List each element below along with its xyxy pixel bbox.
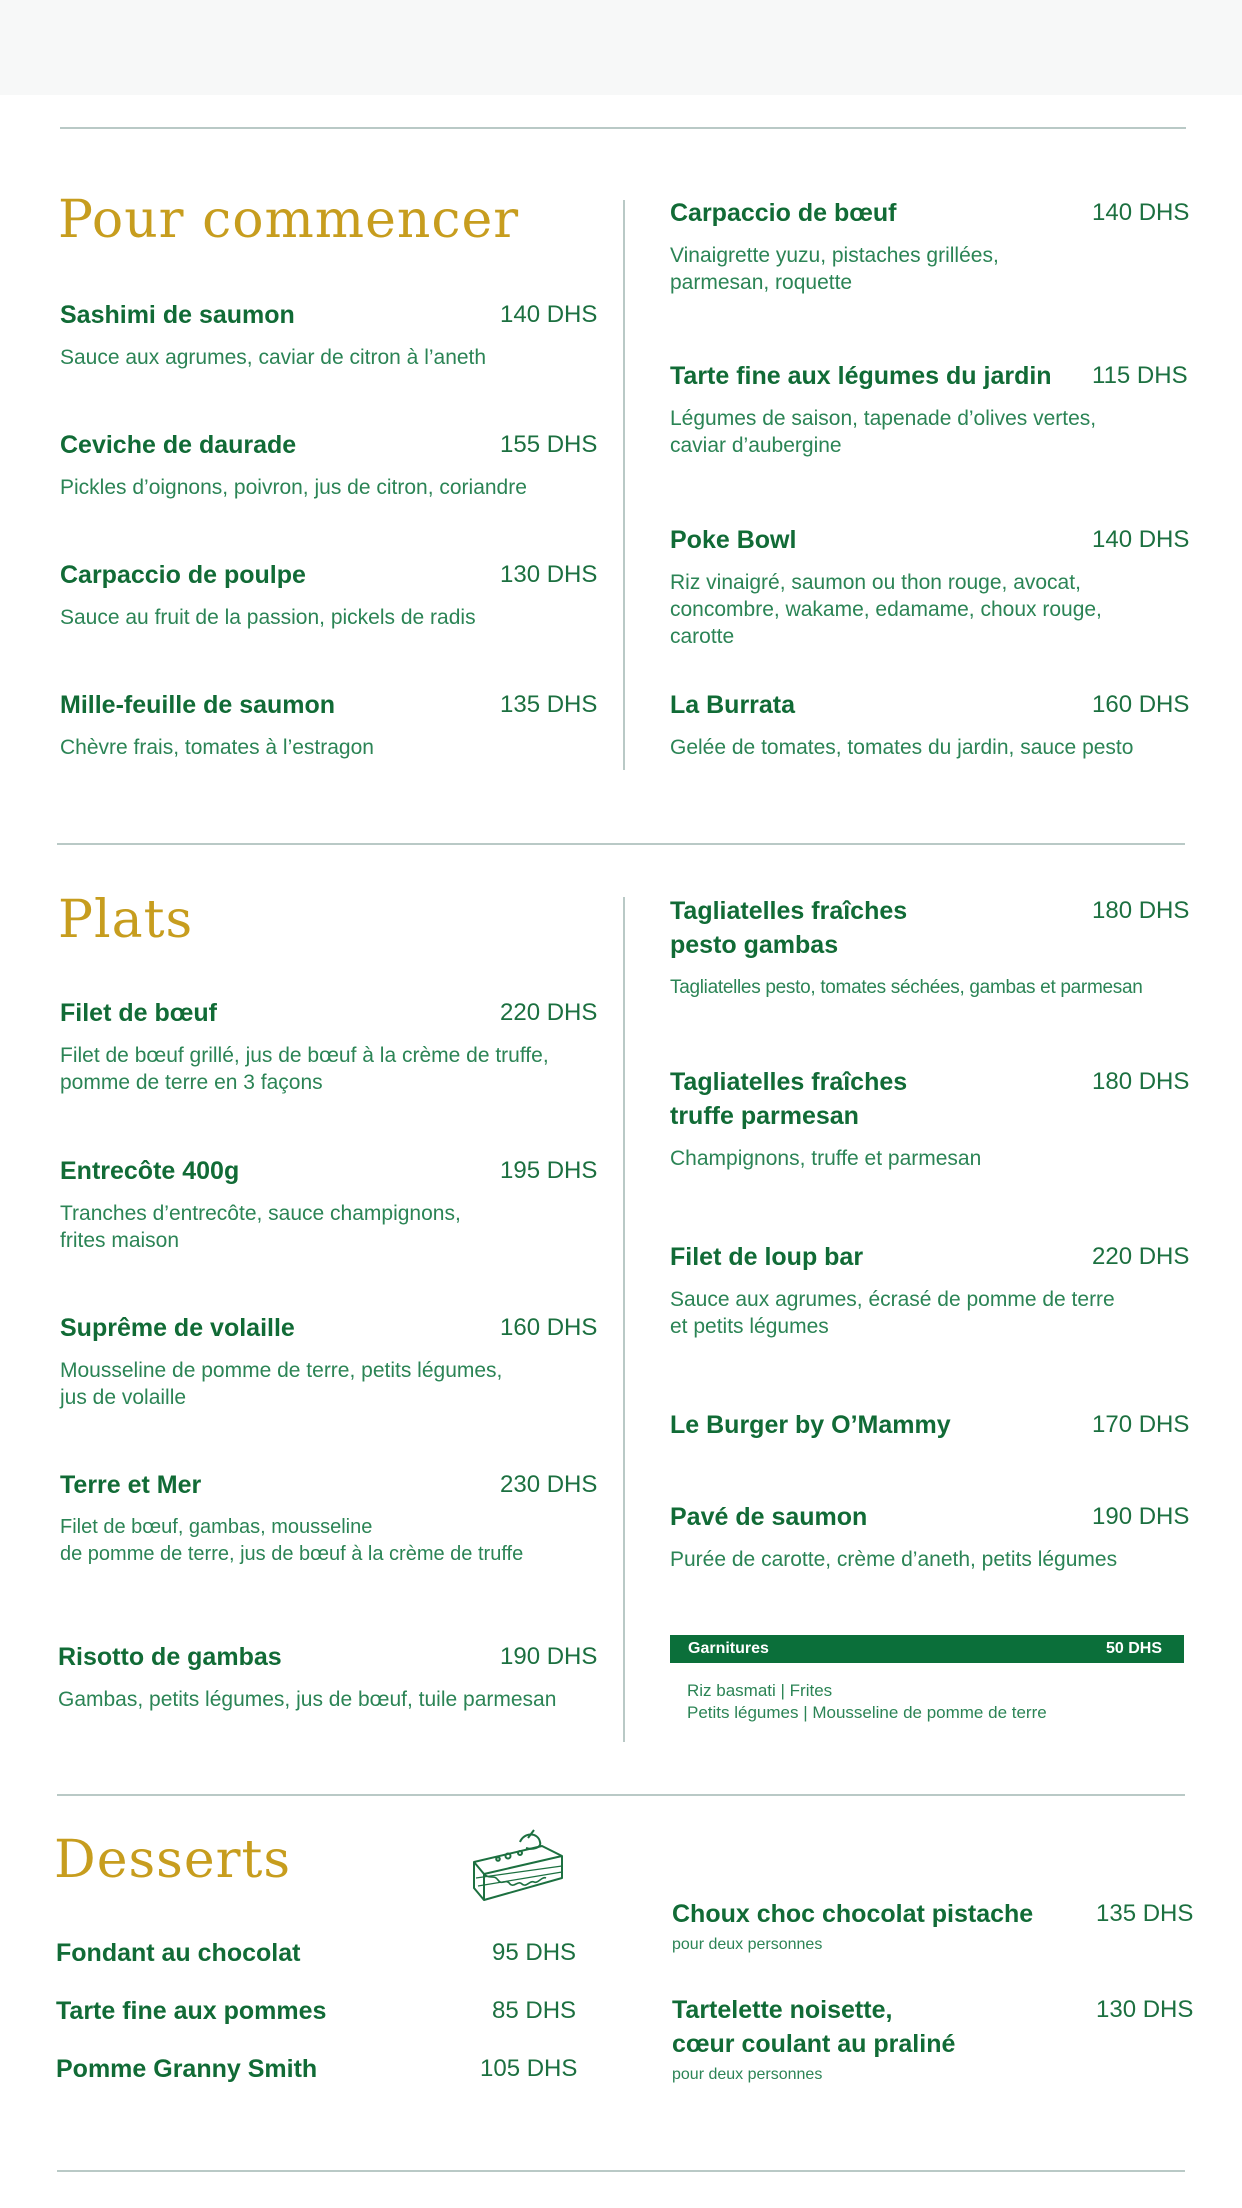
item-price: 85 DHS xyxy=(492,1997,577,2024)
item-name: Tarte fine aux pommes xyxy=(56,1997,327,2025)
menu-item xyxy=(670,1065,1194,1172)
garnitures-price: 50 DHS xyxy=(1105,1640,1162,1657)
menu-item xyxy=(670,523,1194,650)
item-description: Sauce aux agrumes, écrasé de pomme de terre et petits légumes xyxy=(670,1288,1115,1338)
item-price: 135 DHS xyxy=(1096,1900,1194,1927)
menu-item xyxy=(672,1897,1196,1955)
item-description: Pickles d’oignons, poivron, jus de citron, coriandre xyxy=(60,476,527,499)
item-name: Risotto de gambas xyxy=(58,1643,282,1671)
top-band xyxy=(0,0,1242,95)
item-price: 180 DHS xyxy=(1092,1068,1190,1095)
section-title-desserts: Desserts xyxy=(54,1830,292,1890)
item-name: Tartelette noisette, cœur coulant au praliné xyxy=(672,1996,956,2058)
column-divider-mains xyxy=(623,897,625,1742)
divider-bottom xyxy=(57,2170,1185,2172)
item-description: Sauce aux agrumes, caviar de citron à l’aneth xyxy=(60,346,487,369)
item-name: Pavé de saumon xyxy=(670,1503,868,1531)
item-price: 190 DHS xyxy=(500,1643,598,1670)
menu-item xyxy=(670,1500,1194,1573)
section-title-starters: Pour commencer xyxy=(58,190,520,250)
garnitures-bar xyxy=(670,1635,1184,1663)
item-name: Terre et Mer xyxy=(60,1471,202,1499)
item-name: Fondant au chocolat xyxy=(56,1939,301,1967)
item-price: 135 DHS xyxy=(500,691,598,718)
section-title-mains: Plats xyxy=(58,890,194,950)
item-price: 220 DHS xyxy=(500,999,598,1026)
item-price: 155 DHS xyxy=(500,431,598,458)
item-name: Carpaccio de poulpe xyxy=(60,561,306,589)
item-price: 170 DHS xyxy=(1092,1411,1190,1438)
item-description: Vinaigrette yuzu, pistaches grillées, parmesan, roquette xyxy=(670,244,999,294)
menu-item xyxy=(56,2052,586,2086)
item-price: 130 DHS xyxy=(1096,1996,1194,2023)
item-description: Gelée de tomates, tomates du jardin, sauce pesto xyxy=(670,736,1134,759)
garnitures-list xyxy=(687,1680,1187,1724)
item-price: 140 DHS xyxy=(1092,526,1190,553)
menu-item xyxy=(670,1408,1194,1442)
item-price: 180 DHS xyxy=(1092,897,1190,924)
item-price: 105 DHS xyxy=(480,2055,578,2082)
item-description: Champignons, truffe et parmesan xyxy=(670,1147,982,1170)
item-name: Filet de loup bar xyxy=(670,1243,864,1271)
item-price: 115 DHS xyxy=(1092,362,1188,389)
menu-item xyxy=(60,428,598,501)
item-description: Tagliatelles pesto, tomates séchées, gambas et parmesan xyxy=(670,977,1143,998)
item-name: Suprême de volaille xyxy=(60,1314,295,1342)
item-name: Choux choc chocolat pistache xyxy=(672,1900,1034,1928)
item-name: Ceviche de daurade xyxy=(60,431,297,459)
item-name: Poke Bowl xyxy=(670,526,797,554)
item-name: Tagliatelles fraîches truffe parmesan xyxy=(670,1068,908,1130)
menu-item xyxy=(60,1311,598,1411)
item-price: 160 DHS xyxy=(1092,691,1190,718)
item-price: 230 DHS xyxy=(500,1471,598,1498)
item-price: 130 DHS xyxy=(500,561,598,588)
item-price: 190 DHS xyxy=(1092,1503,1190,1530)
divider-top xyxy=(60,127,1186,129)
item-name: La Burrata xyxy=(670,691,796,719)
divider-starters-end xyxy=(57,843,1185,845)
menu-item xyxy=(670,688,1194,761)
item-name: Filet de bœuf xyxy=(60,999,217,1027)
item-description: Chèvre frais, tomates à l’estragon xyxy=(60,736,374,759)
item-description: pour deux personnes xyxy=(672,1936,823,1953)
item-description: Filet de bœuf, gambas, mousseline de pomme de terre, jus de bœuf à la crème de truffe xyxy=(60,1516,524,1565)
item-description: Légumes de saison, tapenade d’olives vertes, caviar d’aubergine xyxy=(670,407,1097,457)
item-name: Tagliatelles fraîches pesto gambas xyxy=(670,897,908,959)
menu-item xyxy=(670,359,1194,459)
menu-item xyxy=(60,1154,598,1254)
item-description: pour deux personnes xyxy=(672,2066,823,2083)
item-description: Gambas, petits légumes, jus de bœuf, tuile parmesan xyxy=(58,1688,557,1711)
menu-item xyxy=(670,1240,1194,1340)
item-price: 140 DHS xyxy=(1092,199,1190,226)
item-name: Pomme Granny Smith xyxy=(56,2055,318,2083)
menu-item xyxy=(58,1640,598,1713)
column-divider-starters xyxy=(623,200,625,770)
garnitures-line: Riz basmati | Frites xyxy=(687,1681,833,1700)
item-price: 140 DHS xyxy=(500,301,598,328)
garnitures-label: Garnitures xyxy=(688,1640,769,1657)
menu-item xyxy=(60,298,598,371)
item-name: Tarte fine aux légumes du jardin xyxy=(670,362,1052,390)
item-name: Sashimi de saumon xyxy=(60,301,295,329)
item-description: Filet de bœuf grillé, jus de bœuf à la crème de truffe, pomme de terre en 3 façons xyxy=(60,1044,549,1094)
item-description: Tranches d’entrecôte, sauce champignons, frites maison xyxy=(60,1202,461,1252)
item-name: Entrecôte 400g xyxy=(60,1157,240,1185)
item-price: 160 DHS xyxy=(500,1314,598,1341)
item-price: 220 DHS xyxy=(1092,1243,1190,1270)
item-description: Mousseline de pomme de terre, petits légumes, jus de volaille xyxy=(60,1359,503,1409)
divider-mains-end xyxy=(57,1794,1185,1796)
menu-item xyxy=(60,996,598,1096)
item-description: Sauce au fruit de la passion, pickels de radis xyxy=(60,606,476,629)
garnitures-line: Petits légumes | Mousseline de pomme de terre xyxy=(687,1703,1047,1722)
item-name: Mille-feuille de saumon xyxy=(60,691,336,719)
item-price: 195 DHS xyxy=(500,1157,598,1184)
cake-slice-icon xyxy=(468,1828,568,1908)
item-price: 95 DHS xyxy=(492,1939,577,1966)
menu-item xyxy=(60,1468,598,1568)
item-name: Le Burger by O’Mammy xyxy=(670,1411,951,1439)
item-description: Purée de carotte, crème d’aneth, petits légumes xyxy=(670,1548,1118,1571)
menu-item xyxy=(56,1994,586,2028)
menu-item xyxy=(670,196,1194,296)
item-name: Carpaccio de bœuf xyxy=(670,199,897,227)
menu-item xyxy=(60,558,598,631)
menu-item xyxy=(56,1936,586,1970)
menu-item xyxy=(672,1993,1196,2085)
menu-item xyxy=(670,894,1194,1001)
item-description: Riz vinaigré, saumon ou thon rouge, avocat, concombre, wakame, edamame, choux rouge, carotte xyxy=(670,571,1102,648)
menu-item xyxy=(60,688,598,761)
